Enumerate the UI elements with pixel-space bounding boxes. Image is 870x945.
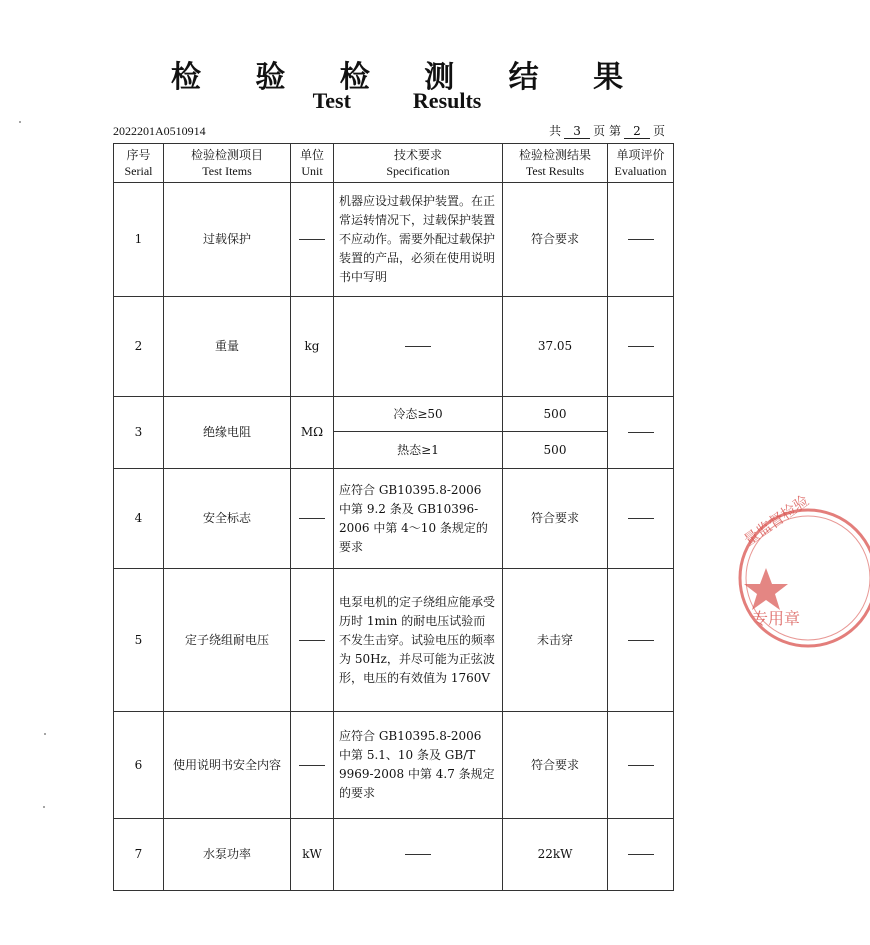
cell-unit <box>291 183 334 297</box>
page-indicator <box>549 122 665 139</box>
cell-serial: 4 <box>114 469 164 569</box>
cell-unit <box>291 469 334 569</box>
header-test-results: 检验检测结果 Test Results <box>503 144 608 183</box>
header-specification: 技术要求 Specification <box>334 144 503 183</box>
dash-mark <box>299 239 325 240</box>
title-en-left: Test <box>312 88 351 113</box>
seal-bottom-text: 专用章 <box>752 609 801 628</box>
cell-item: 使用说明书安全内容 <box>164 712 291 819</box>
dash-mark <box>628 432 654 433</box>
dash-mark <box>628 518 654 519</box>
page-total-prefix: 共 <box>549 124 562 138</box>
page-total-suffix: 页 <box>593 124 606 138</box>
cell-result: 22kW <box>503 819 608 891</box>
table-row <box>114 819 674 891</box>
dash-mark <box>405 854 431 855</box>
table-row <box>114 297 674 397</box>
table-row <box>114 712 674 819</box>
header-serial: 序号 Serial <box>114 144 164 183</box>
dash-mark <box>299 765 325 766</box>
cell-item: 绝缘电阻 <box>164 397 291 469</box>
official-seal <box>730 491 813 658</box>
cell-serial: 6 <box>114 712 164 819</box>
page-total: 3 <box>564 124 590 139</box>
seal-graphic <box>730 491 870 658</box>
cell-spec: 应符合 GB10395.8-2006 中第 5.1、10 条及 GB/T 9969-2008 中第 4.7 条规定的要求 <box>334 712 503 819</box>
cell-evaluation <box>608 819 674 891</box>
cell-evaluation <box>608 183 674 297</box>
cell-serial: 7 <box>114 819 164 891</box>
scan-speck <box>44 733 46 735</box>
page-title-cn: 检 验 检 测 结 果 <box>170 60 646 95</box>
dash-mark <box>628 765 654 766</box>
cell-evaluation <box>608 569 674 712</box>
cell-serial: 2 <box>114 297 164 397</box>
cell-serial: 5 <box>114 569 164 712</box>
header-evaluation: 单项评价 Evaluation <box>608 144 674 183</box>
cell-spec-hot: 热态≥1 <box>334 432 503 469</box>
dash-mark <box>299 640 325 641</box>
cell-evaluation <box>608 397 674 469</box>
cell-evaluation <box>608 297 674 397</box>
cell-unit <box>291 712 334 819</box>
seal-star-icon <box>744 568 788 610</box>
cell-unit: MΩ <box>291 397 334 469</box>
cell-unit: kW <box>291 819 334 891</box>
cell-result-cold: 500 <box>503 397 608 432</box>
results-table <box>113 143 674 891</box>
dash-mark <box>628 346 654 347</box>
title-en-right: Results <box>412 88 482 113</box>
cell-spec-cold: 冷态≥50 <box>334 397 503 432</box>
cell-unit <box>291 569 334 712</box>
cell-unit: kg <box>291 297 334 397</box>
seal-arc-text: 量监督检验 <box>740 491 813 550</box>
page-title-en <box>0 88 794 114</box>
cell-result: 符合要求 <box>503 183 608 297</box>
cell-result: 未击穿 <box>503 569 608 712</box>
cell-evaluation <box>608 712 674 819</box>
dash-mark <box>628 239 654 240</box>
table-row <box>114 183 674 297</box>
report-number: 2022201A0510914 <box>113 124 206 138</box>
cell-result-hot: 500 <box>503 432 608 469</box>
dash-mark <box>628 640 654 641</box>
cell-serial: 1 <box>114 183 164 297</box>
cell-item: 水泵功率 <box>164 819 291 891</box>
page-current: 2 <box>624 124 650 139</box>
table-row <box>114 397 674 432</box>
cell-evaluation <box>608 469 674 569</box>
cell-item: 过载保护 <box>164 183 291 297</box>
cell-spec: 机器应设过载保护装置。在正常运转情况下，过载保护装置不应动作。需要外配过载保护装置的产品，必须在使用说明书中写明 <box>334 183 503 297</box>
cell-serial: 3 <box>114 397 164 469</box>
header-unit: 单位 Unit <box>291 144 334 183</box>
dash-mark <box>628 854 654 855</box>
page-current-prefix: 第 <box>608 124 621 138</box>
page-current-suffix: 页 <box>652 124 665 138</box>
cell-result: 符合要求 <box>503 469 608 569</box>
cell-item: 定子绕组耐电压 <box>164 569 291 712</box>
scan-speck <box>43 806 45 808</box>
table-row <box>114 469 674 569</box>
table-row <box>114 569 674 712</box>
dash-mark <box>405 346 431 347</box>
cell-spec: 电泵电机的定子绕组应能承受历时 1min 的耐电压试验而不发生击穿。试验电压的频率为 50Hz，并尽可能为正弦波形，电压的有效值为 1760V <box>334 569 503 712</box>
cell-result: 符合要求 <box>503 712 608 819</box>
cell-spec: 应符合 GB10395.8-2006 中第 9.2 条及 GB10396-2006 中第 4～10 条规定的要求 <box>334 469 503 569</box>
cell-item: 重量 <box>164 297 291 397</box>
cell-item: 安全标志 <box>164 469 291 569</box>
scan-speck <box>19 121 21 123</box>
cell-result: 37.05 <box>503 297 608 397</box>
dash-mark <box>299 518 325 519</box>
header-test-items: 检验检测项目 Test Items <box>164 144 291 183</box>
table-header-row <box>114 144 674 183</box>
cell-spec <box>334 819 503 891</box>
cell-spec <box>334 297 503 397</box>
